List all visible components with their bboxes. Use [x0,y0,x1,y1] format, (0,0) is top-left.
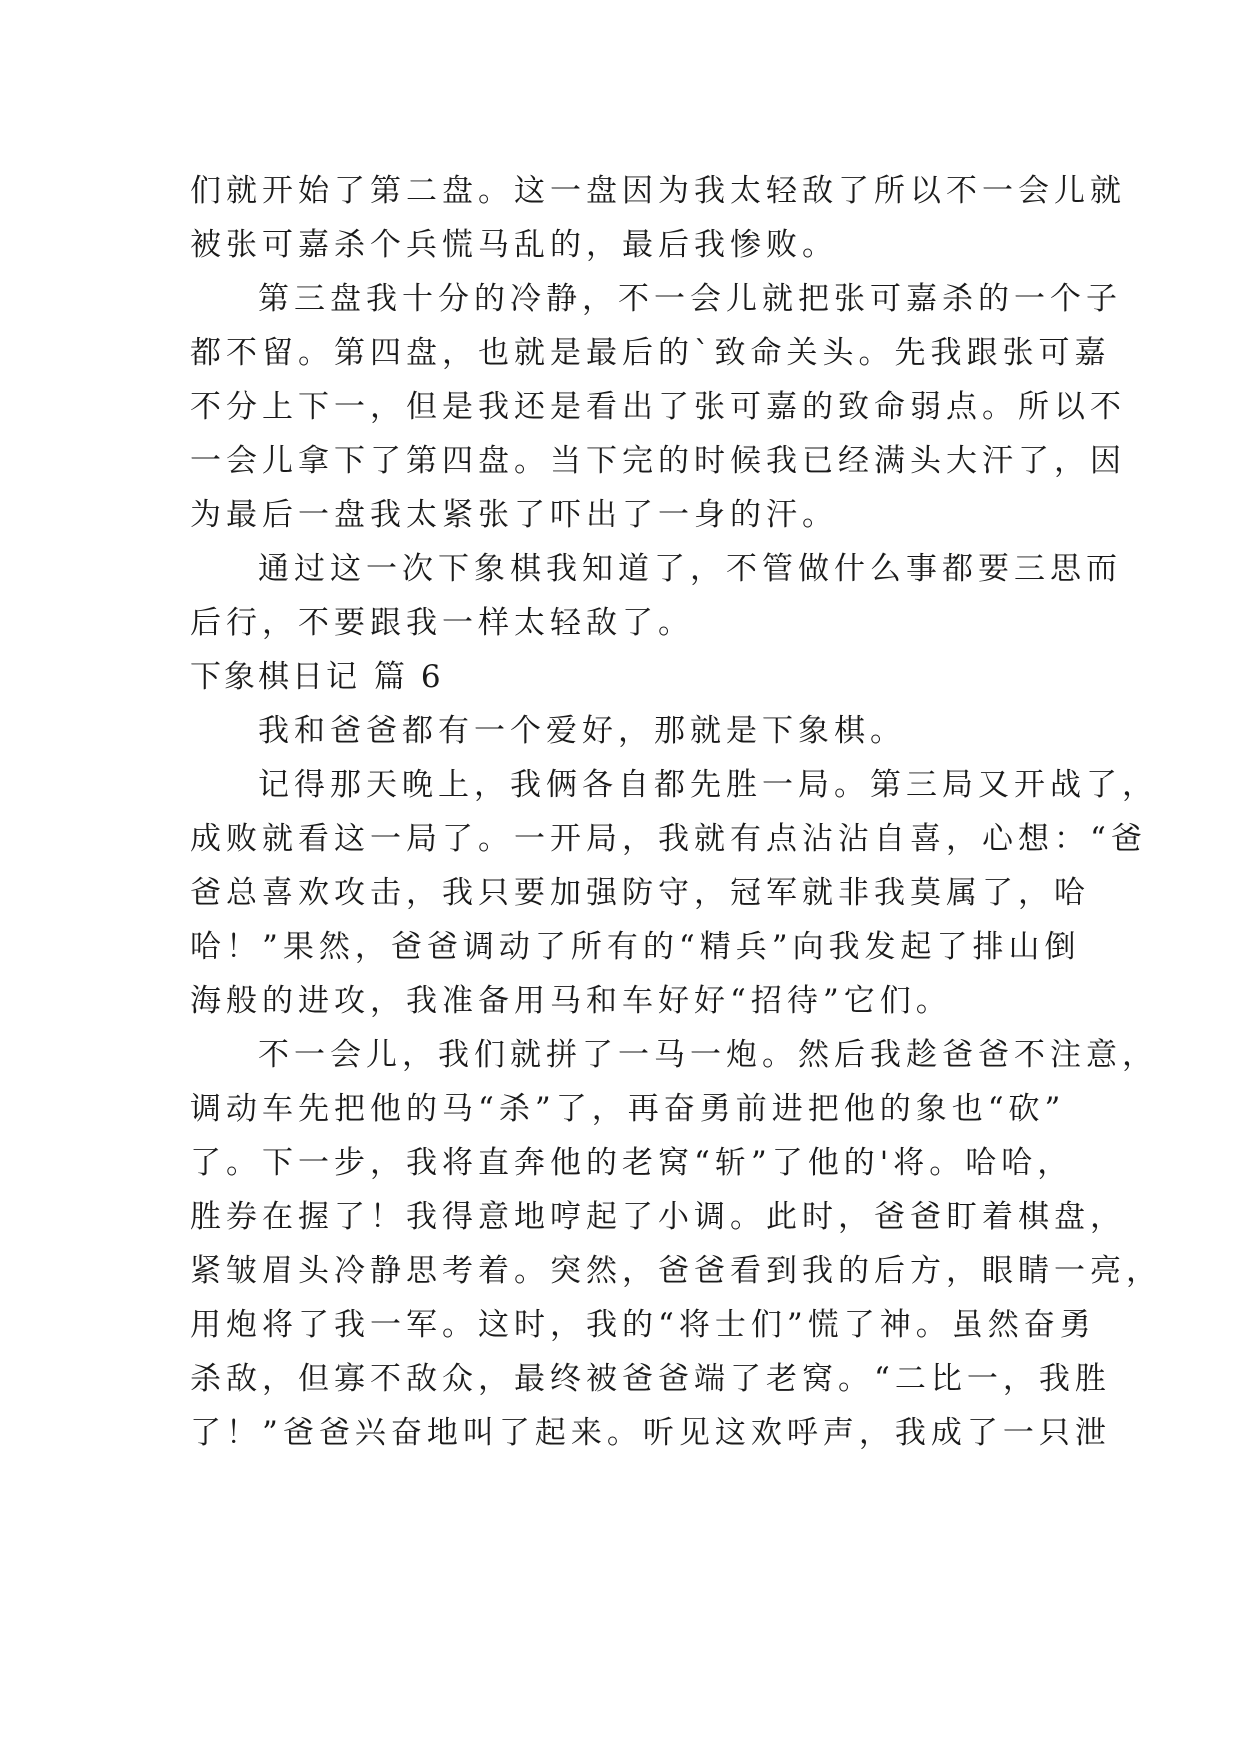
paragraph-start-line: 我和爸爸都有一个爱好，那就是下象棋。 [258,713,906,749]
text-line: 哈！”果然，爸爸调动了所有的“精兵”向我发起了排山倒 [190,929,1081,965]
text-line: 杀敌，但寡不敌众，最终被爸爸端了老窝。“二比一，我胜 [190,1361,1111,1397]
text-line: 都不留。第四盘，也就是最后的`致命关头。先我跟张可嘉 [190,335,1111,371]
paragraph-start-line: 不一会儿，我们就拼了一马一炮。然后我趁爸爸不注意， [258,1037,1158,1073]
text-line: 了！”爸爸兴奋地叫了起来。听见这欢呼声，我成了一只泄 [190,1415,1111,1451]
text-line: 爸总喜欢攻击，我只要加强防守，冠军就非我莫属了，哈 [190,875,1090,911]
paragraph-start-line: 第三盘我十分的冷静，不一会儿就把张可嘉杀的一个子 [258,281,1122,317]
text-line: 紧皱眉头冷静思考着。突然，爸爸看到我的后方，眼睛一亮， [190,1253,1162,1289]
paragraph-start-line: 通过这一次下象棋我知道了，不管做什么事都要三思而 [258,551,1122,587]
text-line: 海般的进攻，我准备用马和车好好“招待”它们。 [190,983,952,1019]
section-heading-title: 下象棋日记 [190,659,360,695]
section-heading [190,650,1050,704]
text-line: 不分上下一，但是我还是看出了张可嘉的致命弱点。所以不 [190,389,1126,425]
text-line: 了。下一步，我将直奔他的老窝“斩”了他的'将。哈哈， [190,1145,1074,1181]
text-line: 们就开始了第二盘。这一盘因为我太轻敌了所以不一会儿就 [190,173,1126,209]
section-heading-number: 篇 6 [374,659,444,695]
text-line: 调动车先把他的马“杀”了，再奋勇前进把他的象也“砍” [190,1091,1066,1127]
text-line: 用炮将了我一军。这时，我的“将士们”慌了神。虽然奋勇 [190,1307,1096,1343]
text-line: 后行，不要跟我一样太轻敌了。 [190,605,694,641]
text-line: 胜券在握了！我得意地哼起了小调。此时，爸爸盯着棋盘， [190,1199,1126,1235]
document-body [190,164,1162,1460]
text-line: 一会儿拿下了第四盘。当下完的时候我已经满头大汗了，因 [190,443,1126,479]
text-line: 成败就看这一局了。一开局，我就有点沾沾自喜，心想：“爸 [190,821,1147,857]
text-line: 为最后一盘我太紧张了吓出了一身的汗。 [190,497,838,533]
text-line: 被张可嘉杀个兵慌马乱的，最后我惨败。 [190,227,838,263]
paragraph-start-line: 记得那天晚上，我俩各自都先胜一局。第三局又开战了， [258,767,1158,803]
